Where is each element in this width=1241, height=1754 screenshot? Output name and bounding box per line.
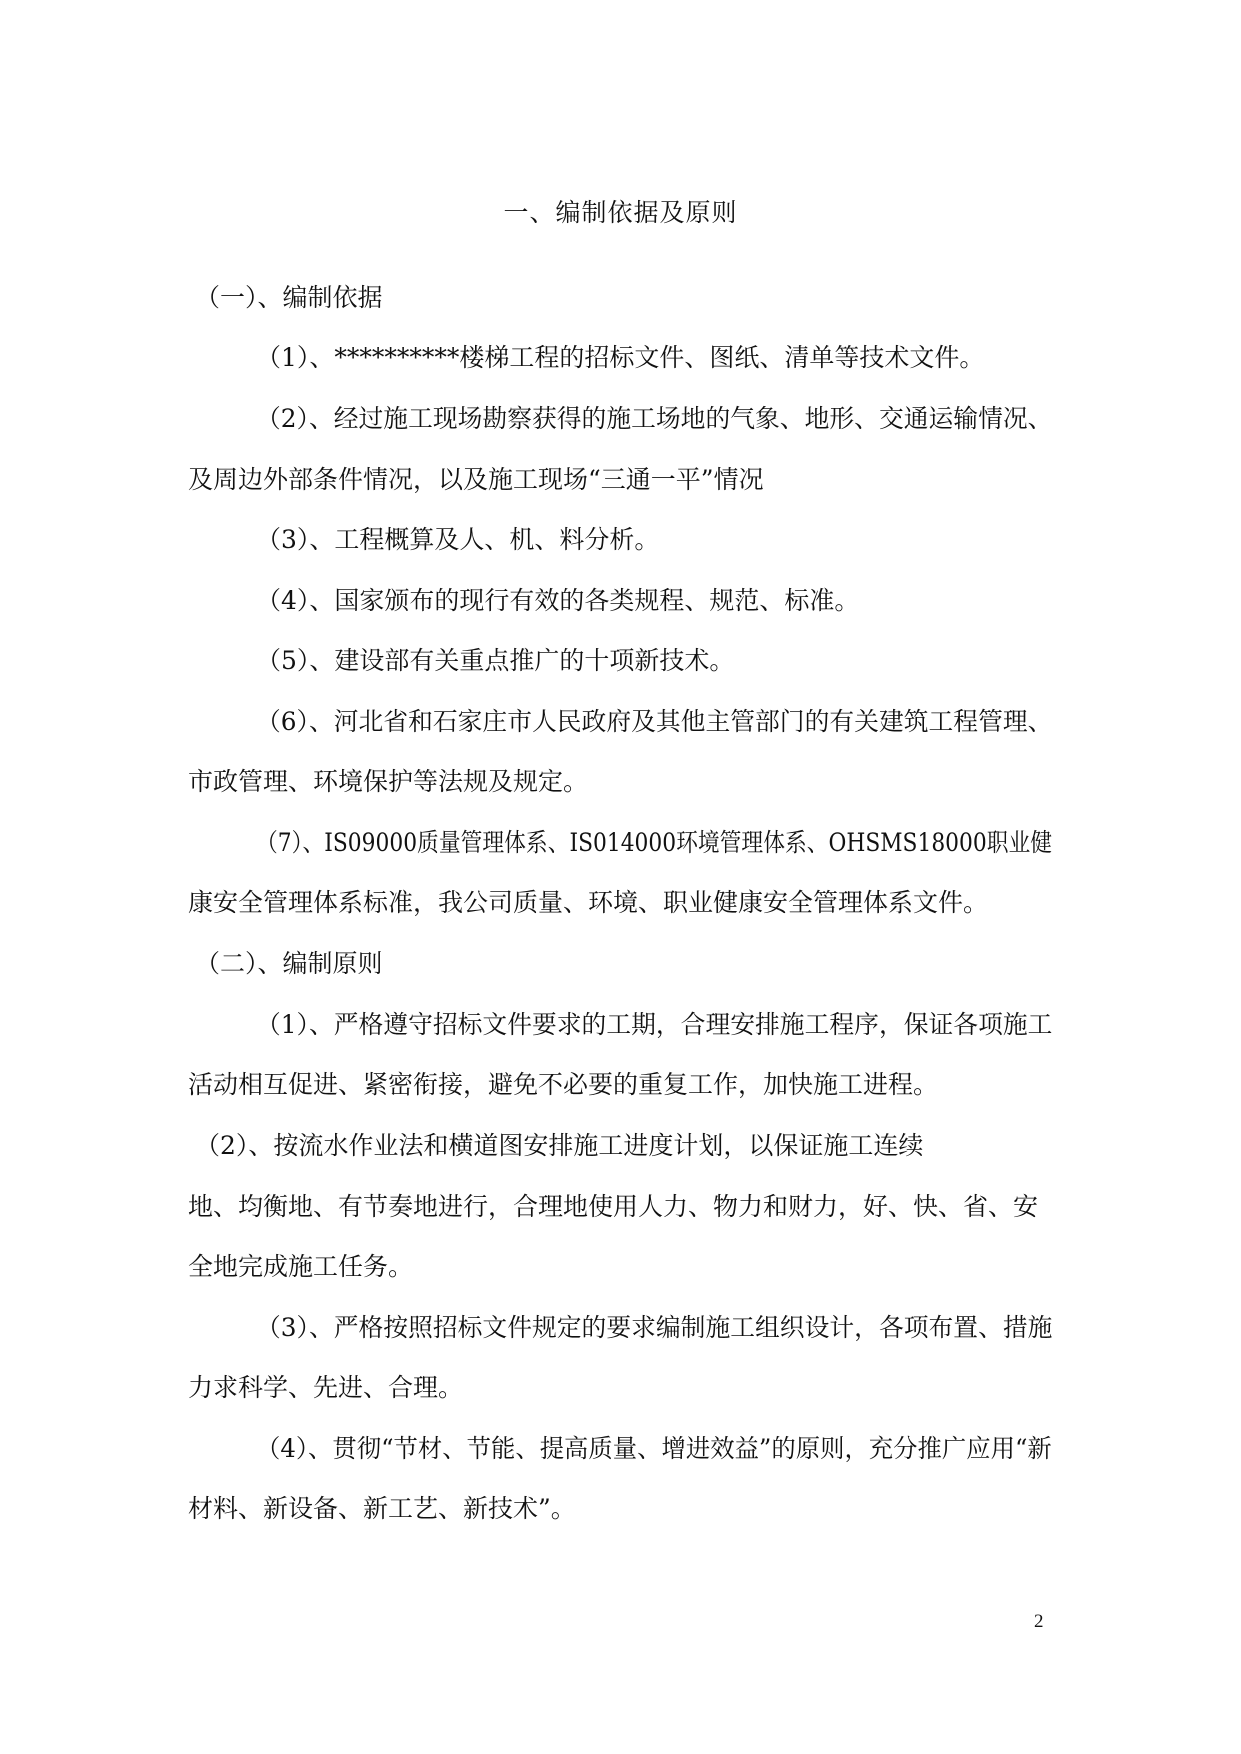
basis-item-2-cont: 及周边外部条件情况，以及施工现场“三通一平”情况 (188, 465, 764, 494)
principle-item-2: （2）、按流水作业法和横道图安排施工进度计划，以保证施工连续 (195, 1131, 924, 1160)
section-heading-basis: （一）、编制依据 (195, 283, 383, 312)
principle-item-4: （4）、贯彻“节材、节能、提高质量、增进效益”的原则，充分推广应用“新 (256, 1434, 1052, 1463)
principle-item-1: （1）、严格遵守招标文件要求的工期，合理安排施工程序，保证各项施工 (256, 1010, 1053, 1039)
section-heading-principles: （二）、编制原则 (195, 949, 383, 978)
principle-item-1-cont: 活动相互促进、紧密衔接，避免不必要的重复工作，加快施工进程。 (188, 1070, 939, 1099)
principle-item-4-cont: 材料、新设备、新工艺、新技术”。 (188, 1494, 576, 1523)
basis-item-6-cont: 市政管理、环境保护等法规及规定。 (188, 767, 589, 796)
basis-item-7: （7）、IS09000质量管理体系、IS014000环境管理体系、OHSMS18000职业健 (256, 828, 1053, 857)
document-title: 一、编制依据及原则 (503, 198, 738, 227)
principle-item-3-cont: 力求科学、先进、合理。 (188, 1373, 464, 1402)
basis-item-4: （4）、国家颁布的现行有效的各类规程、规范、标准。 (256, 586, 860, 615)
basis-item-6: （6）、河北省和石家庄市人民政府及其他主管部门的有关建筑工程管理、 (256, 707, 1053, 736)
principle-item-2-cont-2: 全地完成施工任务。 (188, 1252, 414, 1281)
principle-item-2-cont: 地、均衡地、有节奏地进行，合理地使用人力、物力和财力，好、快、省、安 (188, 1192, 1039, 1221)
principle-item-3: （3）、严格按照招标文件规定的要求编制施工组织设计，各项布置、措施 (256, 1313, 1053, 1342)
basis-item-5: （5）、建设部有关重点推广的十项新技术。 (256, 646, 735, 675)
basis-item-7-cont: 康安全管理体系标准，我公司质量、环境、职业健康安全管理体系文件。 (188, 888, 989, 917)
page-number: 2 (1034, 1611, 1044, 1632)
basis-item-1: （1）、**********楼梯工程的招标文件、图纸、清单等技术文件。 (256, 343, 985, 372)
basis-item-2: （2）、经过施工现场勘察获得的施工场地的气象、地形、交通运输情况、 (256, 404, 1053, 433)
basis-item-3: （3）、工程概算及人、机、料分析。 (256, 525, 660, 554)
